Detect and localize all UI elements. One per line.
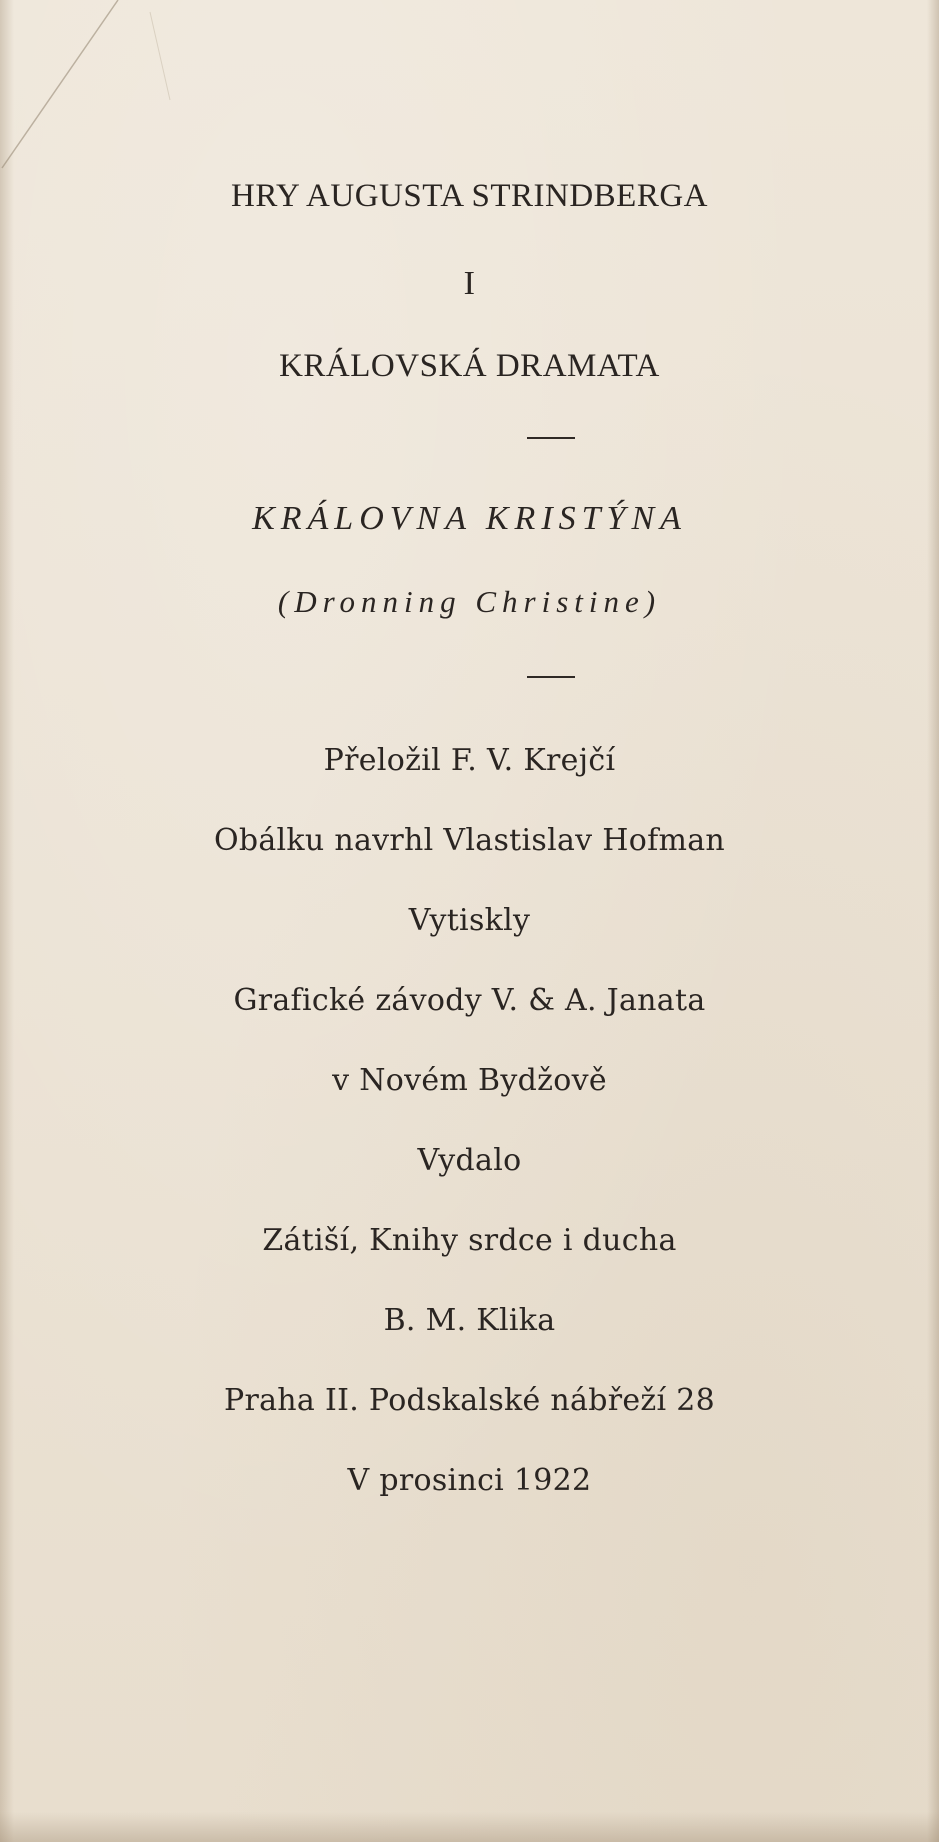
play-title: KRÁLOVNA KRISTÝNA [252, 500, 687, 537]
publisher-name: Zátiší, Knihy srdce i ducha [262, 1223, 677, 1258]
divider-rule [527, 437, 575, 439]
translator-credit: Přeložil F. V. Krejčí [323, 743, 616, 778]
published-by-label: Vydalo [417, 1143, 522, 1178]
printer-name: Grafické závody V. & A. Janata [233, 983, 706, 1018]
cover-credit: Obálku navrhl Vlastislav Hofman [213, 823, 726, 858]
original-title: (Dronning Christine) [277, 584, 662, 619]
divider-rule [527, 676, 575, 678]
volume-number: I [463, 265, 476, 302]
corner-crease [0, 0, 180, 180]
printed-by-label: Vytiskly [408, 903, 531, 938]
publisher-person: B. M. Klika [383, 1303, 556, 1338]
publication-date: V prosinci 1922 [347, 1463, 592, 1498]
publisher-address: Praha II. Podskalské nábřeží 28 [224, 1383, 715, 1418]
series-title: HRY AUGUSTA STRINDBERGA [230, 178, 709, 214]
printer-location: v Novém Bydžově [332, 1063, 607, 1098]
volume-title: KRÁLOVSKÁ DRAMATA [279, 348, 660, 384]
page-edge-bottom [0, 1812, 939, 1842]
